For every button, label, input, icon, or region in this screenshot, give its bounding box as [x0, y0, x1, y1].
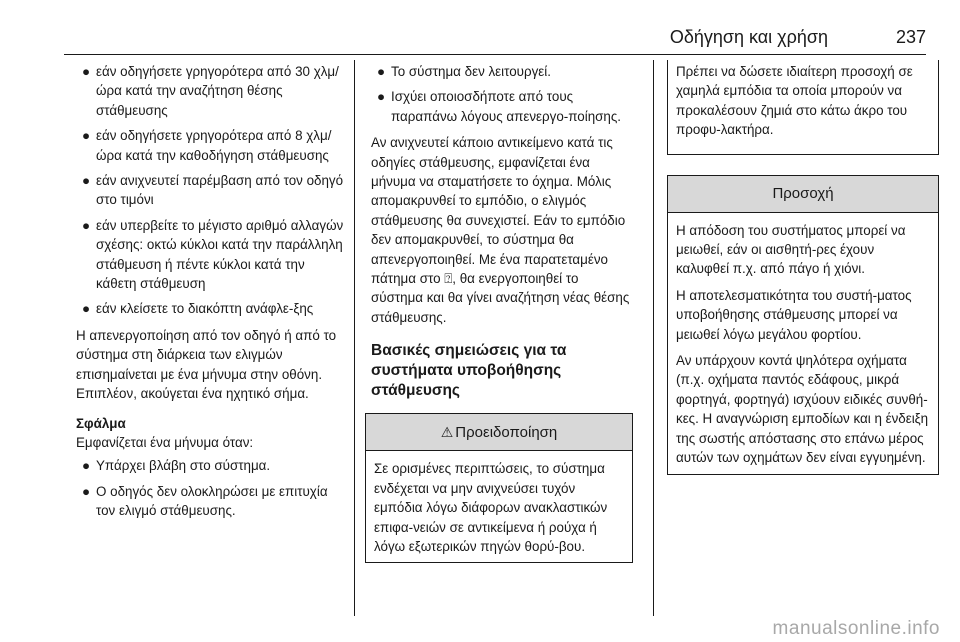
- fault-list: [76, 456, 344, 520]
- list-item: ● εάν οδηγήσετε γρηγορότερα από 30 χλμ/ώρα κατά την αναζήτηση θέσης στάθμευσης: [82, 64, 339, 118]
- deactivation-list: [76, 62, 344, 319]
- bullet-icon: ●: [82, 458, 91, 474]
- list-item: ● Ισχύει οποιοσδήποτε από τους παραπάνω λόγους απενεργο-ποίησης.: [377, 89, 622, 124]
- header-title: Οδήγηση και χρήση: [669, 27, 828, 47]
- caution-box: [667, 175, 939, 475]
- warning-title: Προειδοποίηση: [455, 424, 558, 442]
- list-item: ● εάν ανιχνευτεί παρέμβαση από τον οδηγό στο τιμόνι: [82, 173, 344, 208]
- fault-heading: Σφάλμα: [76, 415, 126, 431]
- caution-paragraph: Η απόδοση του συστήματος μπορεί να μειωθεί, εάν οι αισθητή-ρες έχουν καλυφθεί π.χ. από πάγο ή χιόνι.: [676, 222, 906, 277]
- column-3: [673, 60, 929, 475]
- section-heading: Βασικές σημειώσεις για τα συστήματα υποβοήθησης στάθμευσης: [371, 342, 567, 400]
- list-item: ● εάν οδηγήσετε γρηγορότερα από 8 χλμ/ώρα κατά την καθοδήγηση στάθμευσης: [82, 128, 332, 163]
- bullet-icon: ●: [82, 217, 91, 233]
- column-divider: [653, 60, 654, 616]
- deactivation-paragraph: Η απενεργοποίηση από τον οδηγό ή από το σύστημα στη διάρκεια των ελιγμών επισημαίνεται με ένα μήνυμα στην οθόνη. Επιπλέον, ακούγεται ένα ηχητικό σήμα.: [76, 327, 337, 402]
- page-number: 237: [895, 27, 926, 47]
- warning-box: [365, 413, 633, 563]
- bullet-icon: ●: [82, 64, 91, 79]
- caution-title: Προσοχή: [772, 184, 834, 202]
- warning-triangle-icon: ⚠: [440, 424, 454, 441]
- list-item: ● Το σύστημα δεν λειτουργεί.: [371, 62, 633, 81]
- caution-body: [668, 213, 938, 474]
- list-item: ● εάν κλείσετε το διακόπτη ανάφλε-ξης: [76, 299, 344, 318]
- caution-paragraph: Αν υπάρχουν κοντά ψηλότερα οχήματα (π.χ. οχήματα παντός εδάφους, μικρά φορτηγά, φορτηγά) ισχύουν ειδικές συνθή-κες. Η αναγνώριση εμποδίων και η ένδειξη της σωστής απόστασης στο επάνω μέρος αυτών των οχημάτων δεν είναι εγγυημένη.: [676, 353, 929, 466]
- list-item: ● εάν υπερβείτε το μέγιστο αριθμό αλλαγών σχέσης: οκτώ κύκλοι κατά την παράλληλη στάθμευση ή πέντε κύκλοι κατά την κάθετη στάθμευση: [82, 217, 344, 292]
- warning-header: [366, 414, 632, 451]
- column-1: [76, 62, 344, 528]
- bullet-icon: ●: [377, 64, 386, 79]
- column-divider: [354, 60, 355, 616]
- column-2: [371, 62, 633, 563]
- bullet-icon: ●: [377, 89, 386, 105]
- bullet-icon: ●: [82, 128, 91, 144]
- watermark: manualsonline.info: [772, 618, 940, 639]
- list-item: ● Ο οδηγός δεν ολοκληρώσει με επιτυχία τον ελιγμό στάθμευσης.: [82, 483, 328, 519]
- caution-header: [668, 176, 938, 213]
- warning-text: Σε ορισμένες περιπτώσεις, το σύστημα ενδέχεται να μην ανιχνεύσει τυχόν εμπόδια λόγω διάφορων ανακλαστικών επιφα-νειών σε αντικείμενα ή ρούχα ή λόγω εξωτερικών πηγών θορύ-βου.: [374, 461, 608, 554]
- bullet-icon: ●: [82, 301, 91, 317]
- fault-list-continued: [371, 62, 633, 126]
- caution-paragraph: Η αποτελεσματικότητα του συστή-ματος υποβοήθησης στάθμευσης μπορεί να μειωθεί λόγω μεγάλου φορτίου.: [676, 287, 912, 342]
- caution-box-continued: [667, 60, 939, 155]
- caution-continued-text: Πρέπει να δώσετε ιδιαίτερη προσοχή σε χαμηλά εμπόδια τα οποία μπορούν να προκαλέσουν ζημιά στο κάτω άκρο του προφυ-λακτήρα.: [676, 64, 913, 138]
- bullet-icon: ●: [82, 173, 91, 189]
- obstacle-paragraph: Αν ανιχνευτεί κάποιο αντικείμενο κατά τις οδηγίες στάθμευσης, εμφανίζεται ένα μήνυμα να σταματήσετε το όχημα. Μόλις απομακρυνθεί το εμπόδιο, ο ελιγμός στάθμευσης θα συνεχιστεί. Εάν το εμπόδιο δεν απομακρυνθεί, το σύστημα θα απενεργοποιηθεί. Με ένα παρατεταμένο πάτημα στο ⍰, θα ενεργοποιηθεί το σύστημα και θα γίνει αναζήτηση νέας θέσης στάθμευσης.: [371, 135, 630, 325]
- page-header: [64, 24, 926, 55]
- bullet-icon: ●: [82, 483, 91, 499]
- fault-intro: Εμφανίζεται ένα μήνυμα όταν:: [76, 434, 254, 450]
- list-item: ● Υπάρχει βλάβη στο σύστημα.: [76, 456, 344, 475]
